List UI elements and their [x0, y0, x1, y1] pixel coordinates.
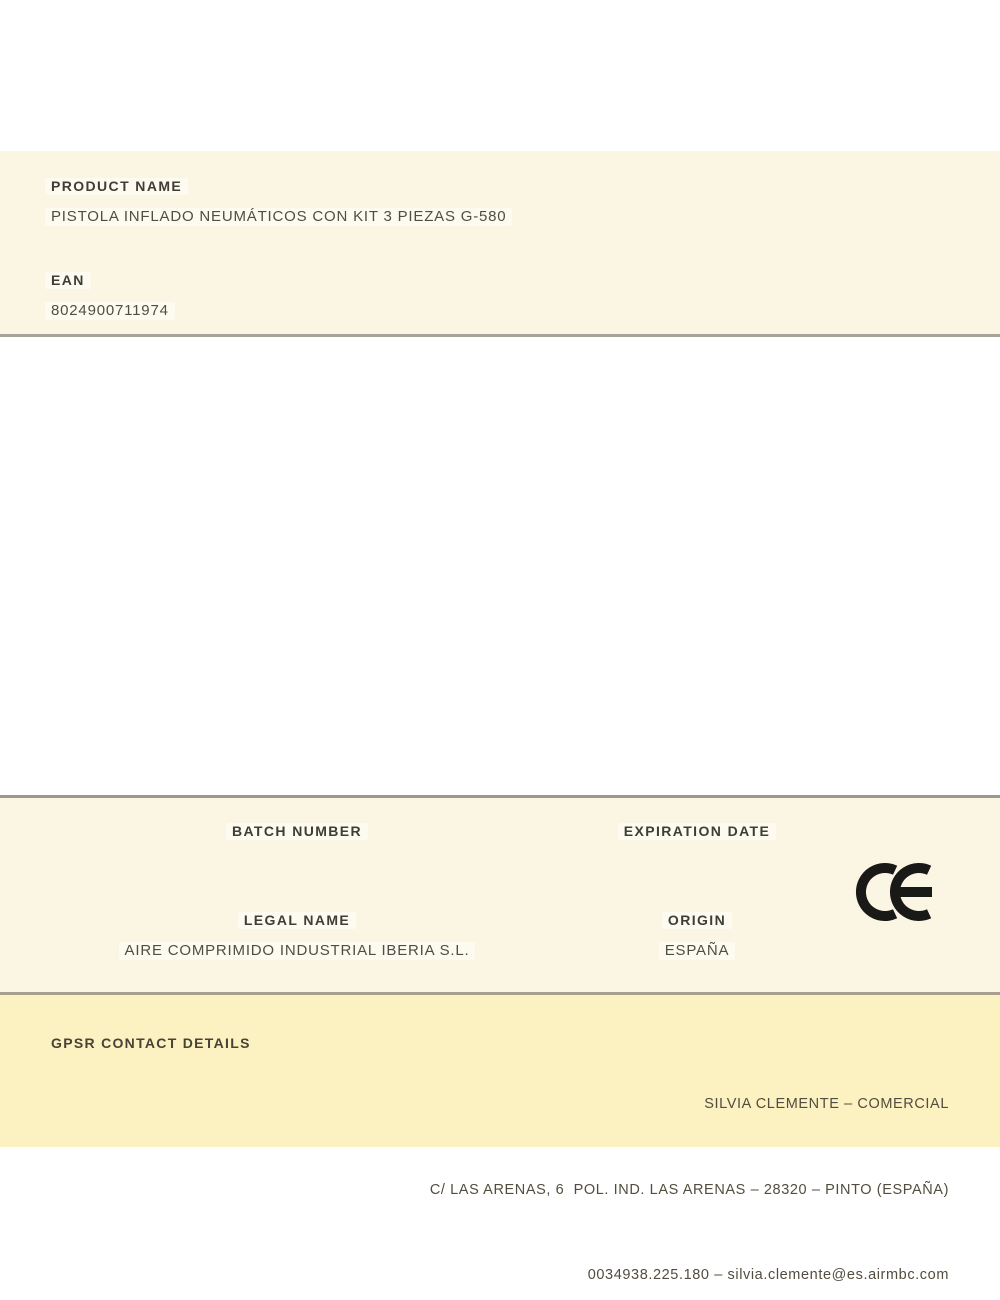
- gpsr-contact-address: C/ LAS ARENAS, 6 POL. IND. LAS ARENAS – 28320 – PINTO (ESPAÑA): [429, 1181, 949, 1198]
- legal-name-label: LEGAL NAME: [0, 912, 600, 929]
- ean-label: EAN: [51, 272, 949, 289]
- ean-field: [51, 272, 949, 320]
- batch-number-label: BATCH NUMBER: [0, 823, 600, 840]
- gpsr-section: [0, 995, 1000, 1283]
- gpsr-contact-name: SILVIA CLEMENTE – COMERCIAL: [704, 1096, 949, 1112]
- ce-mark-icon: [855, 860, 943, 924]
- gpsr-contact-label: GPSR CONTACT DETAILS: [51, 1035, 251, 1051]
- expiration-date-label: EXPIRATION DATE: [500, 823, 900, 840]
- product-name-field: [51, 178, 949, 226]
- batch-section: [0, 795, 1000, 995]
- gpsr-contact-block: [430, 1033, 949, 1300]
- gpsr-contact-phone-email: 0034938.225.180 – silvia.clemente@es.airmbc.com: [587, 1267, 949, 1283]
- product-name-value: PISTOLA INFLADO NEUMÁTICOS CON KIT 3 PIEZAS G-580: [51, 208, 949, 226]
- origin-label: ORIGIN: [500, 912, 900, 929]
- product-section: [0, 151, 1000, 337]
- origin-value: ESPAÑA: [500, 942, 900, 960]
- product-name-label: PRODUCT NAME: [51, 178, 949, 195]
- legal-name-value: AIRE COMPRIMIDO INDUSTRIAL IBERIA S.L.: [0, 942, 600, 960]
- ean-value: 8024900711974: [51, 302, 949, 320]
